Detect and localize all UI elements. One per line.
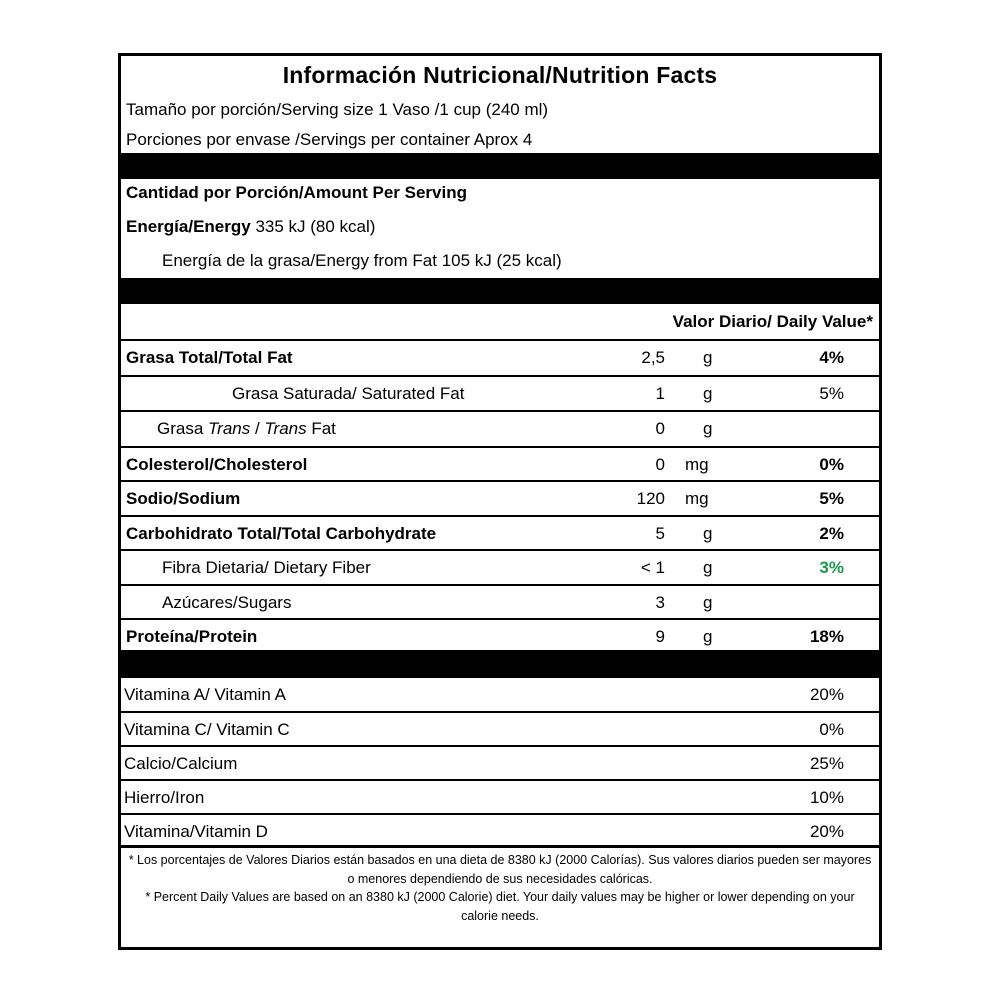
nutrient-name: Carbohidrato Total/Total Carbohydrate	[126, 524, 437, 543]
energy-value: 335 kJ (80 kcal)	[255, 217, 376, 236]
nutrient-dv: 4%	[819, 348, 844, 367]
trans-es: Trans	[208, 419, 251, 438]
energy-label: Energía/Energy	[126, 217, 251, 236]
nutrient-amount: 0	[655, 419, 665, 438]
serving-size: Tamaño por porción/Serving size 1 Vaso /1 cup (240 ml)	[126, 100, 549, 119]
thick-divider	[121, 650, 879, 678]
vitamin-row-calcium	[121, 747, 879, 781]
vitamin-name: Vitamina A/ Vitamin A	[124, 685, 286, 704]
nutrient-row-dietary-fiber	[121, 551, 879, 585]
vitamin-row-iron	[121, 781, 879, 815]
nutrient-row-saturated-fat	[121, 377, 879, 411]
panel-title: Información Nutricional/Nutrition Facts	[282, 62, 718, 88]
vitamin-row-c	[121, 713, 879, 747]
footnote-english: * Percent Daily Values are based on an 8380 kJ (2000 Calorie) diet. Your daily values may be higher or lower depending on your calorie needs.	[145, 890, 855, 923]
nutrient-unit: mg	[685, 455, 709, 474]
thick-divider	[121, 278, 879, 304]
nutrient-unit: g	[703, 558, 713, 577]
vitamin-name: Calcio/Calcium	[124, 754, 238, 773]
trans-fat-suffix: Fat	[306, 419, 336, 438]
nutrient-amount: 120	[636, 489, 665, 508]
vitamin-name: Vitamina/Vitamin D	[124, 822, 268, 841]
nutrient-unit: g	[703, 419, 713, 438]
nutrient-dv: 18%	[809, 627, 844, 646]
vitamin-name: Vitamina C/ Vitamin C	[124, 720, 290, 739]
nutrient-row-total-carbohydrate	[121, 517, 879, 551]
nutrient-dv: 5%	[819, 384, 844, 403]
nutrient-dv: 3%	[819, 558, 844, 577]
vitamin-dv: 20%	[809, 685, 844, 704]
nutrient-amount: 1	[655, 384, 665, 403]
nutrient-row-trans-fat	[121, 412, 879, 446]
nutrient-dv: 5%	[819, 489, 844, 508]
nutrient-name: Azúcares/Sugars	[162, 593, 292, 612]
nutrient-amount: 9	[655, 627, 665, 646]
nutrient-unit: g	[703, 524, 713, 543]
nutrient-amount: 3	[655, 593, 665, 612]
nutrient-name: Proteína/Protein	[126, 627, 258, 646]
nutrient-row-sodium	[121, 482, 879, 516]
nutrient-name: Sodio/Sodium	[126, 489, 241, 508]
nutrient-name: Grasa Total/Total Fat	[126, 348, 293, 367]
nutrient-amount: < 1	[640, 558, 665, 577]
nutrient-row-cholesterol	[121, 448, 879, 482]
nutrient-amount: 5	[655, 524, 665, 543]
servings-per-container: Porciones por envase /Servings per container Aprox 4	[126, 130, 533, 149]
nutrient-unit: g	[703, 627, 713, 646]
nutrient-name	[157, 419, 336, 439]
daily-value-header: Valor Diario/ Daily Value*	[672, 312, 873, 331]
nutrient-name: Grasa Saturada/ Saturated Fat	[232, 384, 465, 403]
footnote-spanish: * Los porcentajes de Valores Diarios están basados en una dieta de 8380 kJ (2000 Calorías). Sus valores diarios pueden ser mayores o menores dependiendo de sus necesidades calóricas.	[128, 853, 872, 886]
thick-divider	[121, 153, 879, 179]
nutrient-row-protein	[121, 620, 879, 654]
nutrient-unit: g	[703, 384, 713, 403]
energy-line	[126, 217, 375, 237]
nutrient-row-total-fat	[121, 341, 879, 375]
nutrient-amount: 0	[655, 455, 665, 474]
amount-per-serving: Cantidad por Porción/Amount Per Serving	[126, 183, 467, 202]
vitamin-name: Hierro/Iron	[124, 788, 205, 807]
vitamin-dv: 0%	[819, 720, 844, 739]
vitamin-dv: 20%	[809, 822, 844, 841]
nutrient-name: Fibra Dietaria/ Dietary Fiber	[162, 558, 371, 577]
nutrient-unit: mg	[685, 489, 709, 508]
nutrient-name: Colesterol/Cholesterol	[126, 455, 308, 474]
nutrient-unit: g	[703, 593, 713, 612]
nutrient-dv: 2%	[819, 524, 844, 543]
nutrient-unit: g	[703, 348, 713, 367]
energy-from-fat: Energía de la grasa/Energy from Fat 105 kJ (25 kcal)	[162, 251, 562, 270]
trans-en: Trans	[264, 419, 307, 438]
divider	[121, 845, 879, 848]
trans-sep: /	[250, 419, 265, 438]
nutrient-dv: 0%	[819, 455, 844, 474]
nutrition-facts-panel	[118, 53, 882, 950]
trans-fat-prefix: Grasa	[157, 419, 209, 438]
nutrient-amount: 2,5	[641, 348, 665, 367]
vitamin-row-a	[121, 678, 879, 712]
vitamin-dv: 10%	[809, 788, 844, 807]
nutrient-row-sugars	[121, 586, 879, 620]
vitamin-dv: 25%	[809, 754, 844, 773]
vitamin-row-d	[121, 815, 879, 849]
